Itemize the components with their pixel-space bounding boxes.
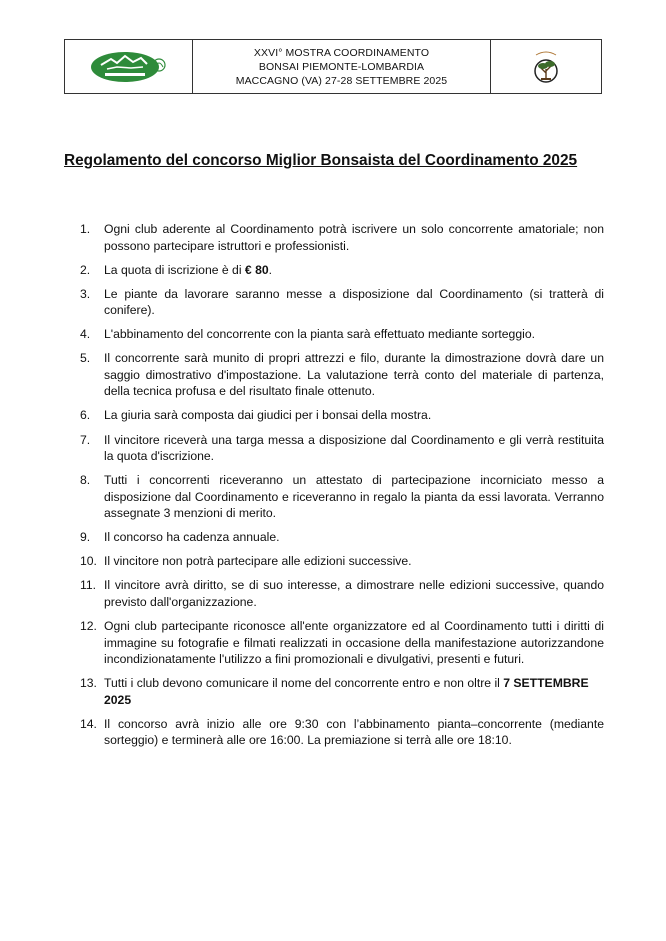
rule-text — [104, 716, 604, 749]
rule-text-part: Tutti i concorrenti riceveranno un attestato di partecipazione incorniciato messo a disposizione dal Coordinamento e riceveranno in regalo la pianta da essi lavorata. Verranno assegnate 3 menzioni di merito. — [104, 473, 604, 521]
rule-item — [80, 407, 604, 424]
rule-text — [104, 350, 604, 400]
rule-highlight: un solo concorrente amatoriale — [402, 222, 576, 236]
header-table — [64, 39, 602, 94]
rule-number: 14. — [80, 716, 97, 731]
rule-item — [80, 350, 604, 400]
rules-list — [80, 221, 604, 756]
rule-text-part: Il concorso ha cadenza annuale. — [104, 530, 280, 545]
rule-item — [80, 675, 604, 708]
rule-text-part: Ogni club aderente al Coordinamento potrà iscrivere — [104, 222, 403, 236]
rule-text-part: La quota di iscrizione è di — [104, 262, 245, 277]
rule-number: 9. — [80, 530, 91, 545]
rule-text — [104, 432, 604, 465]
rule-text-part: . — [268, 262, 273, 277]
rule-text-part: Tutti i club devono comunicare il nome del concorrente entro e non oltre il — [104, 676, 504, 691]
rule-item — [80, 221, 604, 254]
rule-text — [104, 326, 604, 343]
header-line-2: BONSAI PIEMONTE-LOMBARDIA — [258, 60, 425, 73]
rule-number: 3. — [80, 286, 91, 301]
rule-text — [104, 286, 604, 319]
rule-text — [104, 553, 604, 570]
rule-text-part: L'abbinamento del concorrente con la pianta sarà effettuato mediante sorteggio. — [104, 327, 535, 342]
rule-text-part: ; non possono partecipare istruttori e professionisti. — [104, 222, 605, 253]
rule-text — [104, 618, 604, 668]
rule-text-part: La giuria sarà composta dai giudici per i bonsai della mostra. — [104, 408, 432, 423]
rule-highlight: € 80 — [244, 262, 269, 277]
rule-number: 5. — [80, 351, 91, 366]
rule-number: 10. — [80, 554, 97, 569]
rule-item — [80, 262, 604, 279]
rule-text-part: Il concorrente sarà munito di propri attrezzi e filo, durante la dimostrazione dovrà dare un saggio dimostrativo d'impostazione. La valutazione terrà conto del materiale di partenza, della tecnica profusa e del risultato finale ottenuto. — [104, 351, 604, 399]
rule-item — [80, 432, 604, 465]
rule-text-part: Le piante da lavorare saranno messe a disposizione dal Coordinamento (si tratterà di conifere). — [104, 286, 604, 318]
rule-number: 12. — [80, 619, 97, 634]
header-title-cell — [193, 40, 491, 93]
header-line-3: MACCAGNO (VA) 27-28 SETTEMBRE 2025 — [235, 74, 448, 87]
rule-text-part: Il vincitore riceverà una targa messa a disposizione dal Coordinamento e gli verrà restituita la quota d'iscrizione. — [104, 432, 604, 464]
rule-item — [80, 577, 604, 610]
header-line-1: XXVI° MOSTRA COORDINAMENTO — [253, 46, 430, 59]
rule-item — [80, 529, 604, 546]
rule-text-part: Il vincitore avrà diritto, se di suo interesse, a dimostrare nelle edizioni successive, quando previsto dall'organizzazione. — [104, 578, 604, 609]
rule-highlight: 7 SETTEMBRE 2025 — [104, 676, 589, 707]
rule-text-part: Il vincitore non potrà partecipare alle edizioni successive. — [104, 554, 412, 569]
rule-number: 4. — [80, 327, 91, 342]
rule-text — [104, 221, 604, 254]
rule-text — [104, 577, 604, 610]
rule-item — [80, 716, 604, 749]
bonsai-club-tree-logo-icon — [526, 47, 566, 87]
rule-item — [80, 326, 604, 343]
rule-item — [80, 286, 604, 319]
page-title: Regolamento del concorso Miglior Bonsaista del Coordinamento 2025 — [64, 152, 578, 169]
rule-number: 8. — [80, 473, 91, 488]
rule-text-part: Ogni club partecipante riconosce all'ente organizzatore ed al Coordinamento tutti i diritti di immagine su fotografie e filmati realizzati in occasione della manifestazione autorizzandone incondizionatamente l'utilizzo a fini promozionali e divulgativi, presenti e futuri. — [104, 619, 604, 667]
rule-number: 7. — [80, 432, 91, 447]
rule-text — [104, 529, 604, 546]
rule-number: 6. — [80, 408, 91, 423]
header-left-cell — [65, 40, 193, 93]
rule-item — [80, 553, 604, 570]
rule-number: 1. — [80, 222, 91, 236]
coordinamento-bonsai-logo-icon — [87, 47, 171, 87]
rule-item — [80, 472, 604, 522]
rule-text — [104, 407, 604, 424]
header-right-cell — [491, 40, 601, 93]
rule-number: 13. — [80, 676, 97, 691]
rule-number: 2. — [80, 262, 91, 277]
rule-item — [80, 618, 604, 668]
rule-text-part: Il concorso avrà inizio alle ore 9:30 con l’abbinamento pianta–concorrente (mediante sorteggio) e terminerà alle ore 16:00. La premiazione si terrà alle ore 18:10. — [104, 716, 604, 748]
rule-number: 11. — [80, 578, 97, 593]
rule-text — [104, 675, 604, 708]
rule-text — [104, 472, 604, 522]
rule-text — [104, 262, 604, 279]
